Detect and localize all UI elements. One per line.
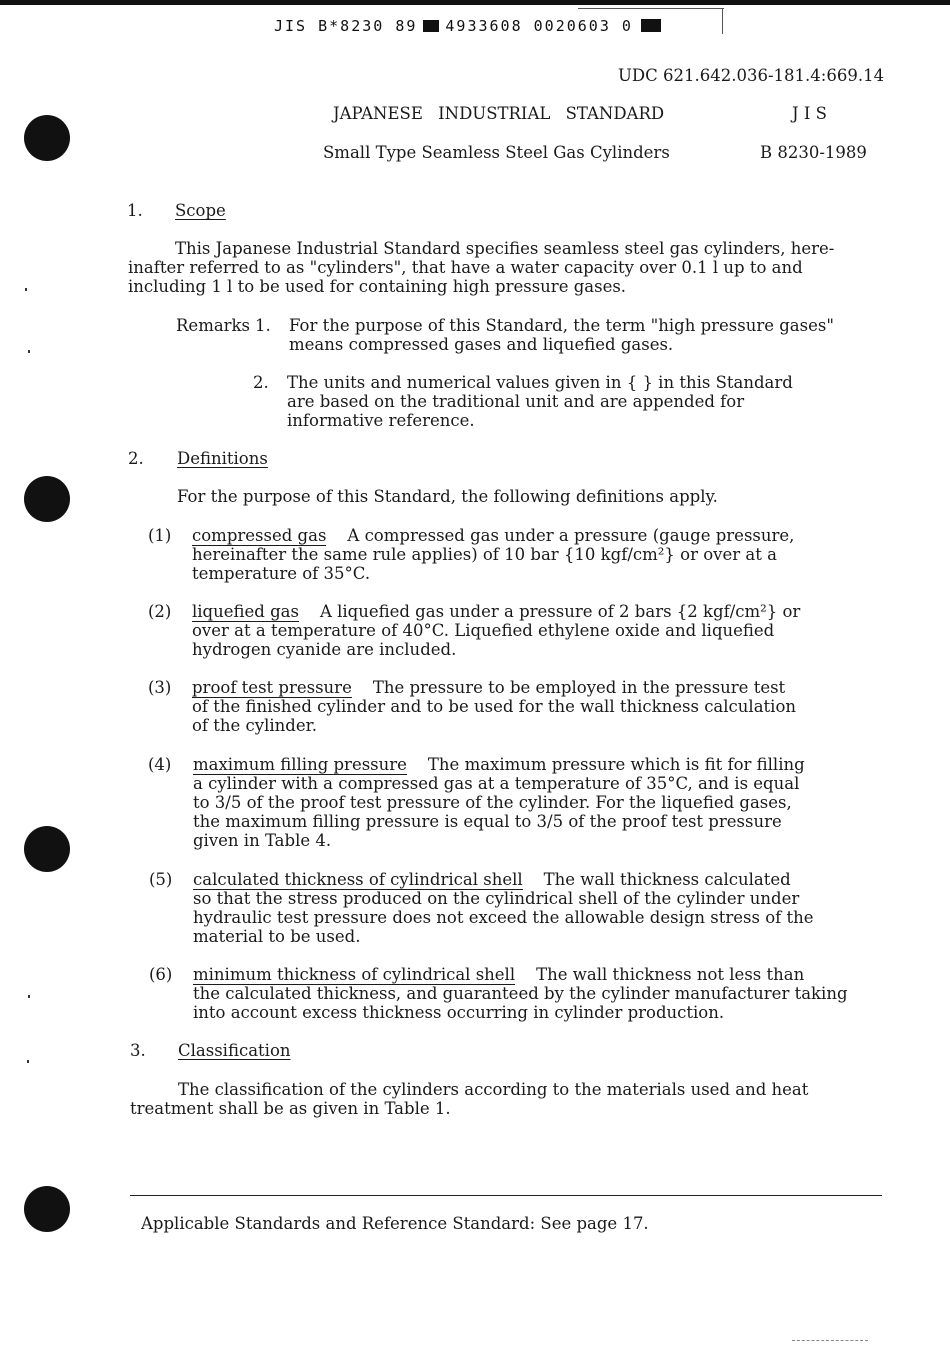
paragraph-line: inafter referred to as "cylinders", that have a water capacity over 0.1 l up to and: [128, 258, 803, 277]
remark-line: The units and numerical values given in { } in this Standard: [287, 373, 793, 392]
definition-term: calculated thickness of cylindrical shell: [193, 870, 523, 889]
barcode-tick: [722, 8, 723, 34]
definition-line: of the cylinder.: [192, 716, 317, 735]
definition-term: compressed gas: [192, 526, 327, 545]
definition-line: of the finished cylinder and to be used for the wall thickness calculation: [192, 697, 796, 716]
section-heading-definitions: Definitions: [177, 449, 268, 468]
section-number: 3.: [130, 1041, 146, 1060]
definition-text: The wall thickness calculated: [543, 870, 791, 889]
udc-code: UDC 621.642.036-181.4:669.14: [618, 66, 885, 85]
remark-line: informative reference.: [287, 411, 475, 430]
remark-line: are based on the traditional unit and are appended for: [287, 392, 745, 411]
section-number: 1.: [127, 201, 143, 220]
section-number: 2.: [128, 449, 144, 468]
definition-term: maximum filling pressure: [193, 755, 407, 774]
barcode-left-text: JIS B*8230 89: [274, 17, 418, 35]
definition-first-line: [193, 965, 804, 985]
standard-code: B 8230-1989: [760, 143, 867, 162]
definition-line: the maximum filling pressure is equal to 3/5 of the proof test pressure: [193, 812, 782, 831]
definition-line: the calculated thickness, and guaranteed by the cylinder manufacturer taking: [193, 984, 848, 1003]
paragraph-line: This Japanese Industrial Standard specifies seamless steel gas cylinders, here-: [175, 239, 835, 258]
definition-line: into account excess thickness occurring in cylinder production.: [193, 1003, 725, 1022]
scan-speck: [27, 1060, 29, 1063]
definition-line: so that the stress produced on the cylindrical shell of the cylinder under: [193, 889, 800, 908]
definition-number: (2): [148, 602, 172, 621]
definition-first-line: [193, 755, 805, 775]
section-heading-classification: Classification: [178, 1041, 291, 1060]
remark-line: For the purpose of this Standard, the term "high pressure gases": [289, 316, 834, 335]
definition-line: hydrogen cyanide are included.: [192, 640, 457, 659]
punch-hole-icon: [24, 1186, 70, 1232]
definition-text: A liquefied gas under a pressure of 2 bars {2 kgf/cm²} or: [319, 602, 801, 621]
definition-line: to 3/5 of the proof test pressure of the cylinder. For the liquefied gases,: [193, 793, 792, 812]
footer-rule: [130, 1195, 882, 1196]
definition-line: over at a temperature of 40°C. Liquefied ethylene oxide and liquefied: [192, 621, 775, 640]
definition-text: The pressure to be employed in the pressure test: [372, 678, 786, 697]
definition-text: The maximum pressure which is fit for filling: [427, 755, 805, 774]
scan-top-border: [0, 0, 950, 5]
barcode-right-text: 4933608 0020603 0: [445, 17, 633, 35]
barcode-end-block-icon: [641, 19, 661, 32]
definition-first-line: [192, 602, 800, 622]
definition-term: minimum thickness of cylindrical shell: [193, 965, 516, 984]
definition-line: given in Table 4.: [193, 831, 332, 850]
remark-line: means compressed gases and liquefied gases.: [289, 335, 674, 354]
definition-term: proof test pressure: [192, 678, 352, 697]
definition-text: The wall thickness not less than: [536, 965, 805, 984]
definition-first-line: [192, 526, 794, 546]
definition-number: (1): [148, 526, 172, 545]
punch-hole-icon: [24, 476, 70, 522]
standard-name: JAPANESE INDUSTRIAL STANDARD: [333, 104, 665, 123]
definition-line: hereinafter the same rule applies) of 10 bar {10 kgf/cm²} or over at a: [192, 545, 777, 564]
barcode-line: [274, 17, 661, 35]
remarks-label: Remarks: [176, 316, 251, 335]
barcode-rule: [578, 8, 724, 9]
definition-line: hydraulic test pressure does not exceed the allowable design stress of the: [193, 908, 814, 927]
paragraph-line: including 1 l to be used for containing high pressure gases.: [128, 277, 627, 296]
definition-term: liquefied gas: [192, 602, 299, 621]
definition-first-line: [193, 870, 791, 890]
definition-number: (5): [149, 870, 173, 889]
remark-number: 1.: [255, 316, 271, 335]
definitions-intro: For the purpose of this Standard, the following definitions apply.: [177, 487, 718, 506]
scan-speck: [28, 995, 30, 998]
paragraph-line: The classification of the cylinders according to the materials used and heat: [178, 1080, 809, 1099]
scan-speck: [28, 350, 30, 353]
remark-number: 2.: [253, 373, 269, 392]
section-heading-scope: Scope: [175, 201, 226, 220]
definition-line: a cylinder with a compressed gas at a temperature of 35°C, and is equal: [193, 774, 800, 793]
punch-hole-icon: [24, 115, 70, 161]
punch-hole-icon: [24, 826, 70, 872]
definition-number: (6): [149, 965, 173, 984]
definition-first-line: [192, 678, 785, 698]
definition-number: (3): [148, 678, 172, 697]
scan-speck: [25, 288, 27, 291]
barcode-block-icon: [423, 20, 439, 32]
document-title: Small Type Seamless Steel Gas Cylinders: [323, 143, 670, 162]
definition-text: A compressed gas under a pressure (gauge pressure,: [347, 526, 795, 545]
paragraph-line: treatment shall be as given in Table 1.: [130, 1099, 451, 1118]
definition-line: material to be used.: [193, 927, 361, 946]
definition-number: (4): [148, 755, 172, 774]
applicable-standards-note: Applicable Standards and Reference Standard: See page 17.: [141, 1214, 649, 1233]
definition-line: temperature of 35°C.: [192, 564, 371, 583]
jis-mark: J I S: [792, 104, 827, 123]
scan-dash-mark: [792, 1340, 868, 1341]
